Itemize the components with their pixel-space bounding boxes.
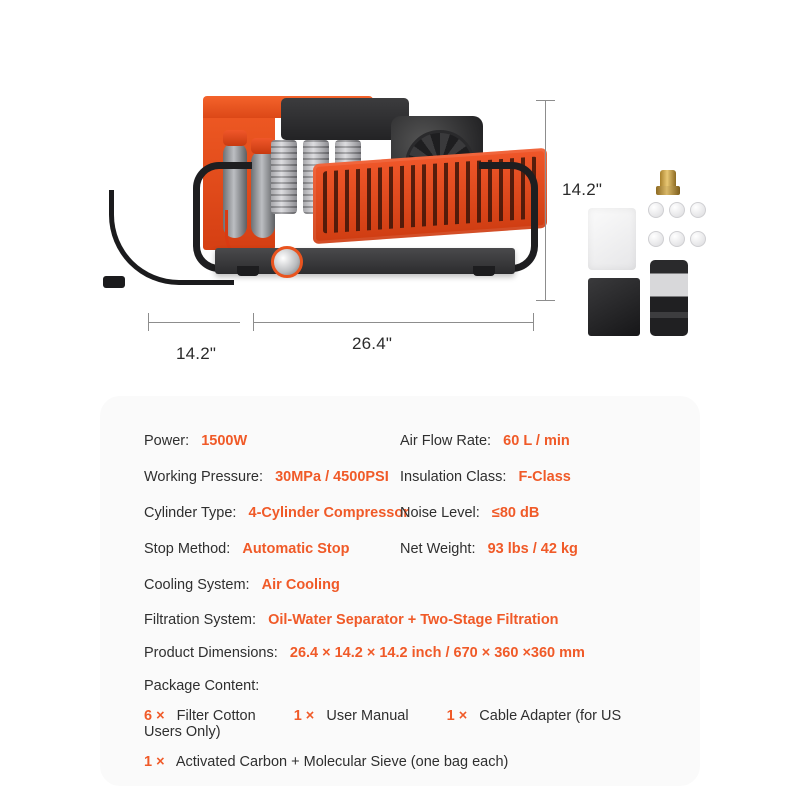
dimension-label-width: 26.4" <box>352 334 393 353</box>
package-content-line-2 <box>144 754 656 770</box>
spec-value: ≤80 dB <box>491 505 540 521</box>
package-content-line-1 <box>144 708 656 740</box>
spec-item-stop-method <box>144 540 400 559</box>
dimension-label-depth: 14.2" <box>176 344 217 363</box>
spec-row <box>144 504 656 523</box>
package-item: Cable Adapter (for US Users Only) <box>144 708 622 740</box>
dimension-tick-b <box>253 313 254 331</box>
spec-label: Net Weight: <box>400 541 476 557</box>
filter-cotton-disc <box>669 231 685 247</box>
cylinder-fins-1 <box>271 140 297 214</box>
dimension-tick-a <box>148 313 149 331</box>
base-frame <box>215 248 515 274</box>
package-item: Filter Cotton <box>176 708 256 724</box>
spec-label: Air Flow Rate: <box>400 433 492 449</box>
filter-cotton-disc <box>669 202 685 218</box>
spec-value: 1500W <box>201 433 248 449</box>
dimension-line-depth <box>148 322 240 323</box>
spec-value: Oil-Water Separator + Two-Stage Filtration <box>268 612 559 628</box>
specification-card <box>100 396 700 786</box>
package-qty: 1 × <box>144 754 165 770</box>
separator-filter-ring <box>650 312 688 318</box>
dimension-line-width <box>253 322 533 323</box>
spec-label: Cooling System: <box>144 577 250 593</box>
spec-label: Stop Method: <box>144 541 231 557</box>
product-hero-area <box>0 0 800 386</box>
package-content-title: Package Content: <box>144 678 260 694</box>
dimension-line-height <box>545 100 546 300</box>
carbon-sieve-bag <box>588 278 640 336</box>
spec-value: 60 L / min <box>503 433 570 449</box>
spec-item-power <box>144 432 400 451</box>
pressure-gauge <box>271 246 303 278</box>
spec-label: Product Dimensions: <box>144 645 278 661</box>
spec-item-cooling-system <box>144 576 400 595</box>
spec-value: 93 lbs / 42 kg <box>487 541 578 557</box>
spec-value: 4-Cylinder Compressor <box>248 505 409 521</box>
spec-item-cylinder-type <box>144 504 409 523</box>
filter-cotton-disc <box>690 231 706 247</box>
spec-label: Noise Level: <box>400 505 480 521</box>
spec-row <box>144 468 656 487</box>
base-foot-left <box>237 266 259 276</box>
accessories-group <box>588 170 708 350</box>
spec-label: Cylinder Type: <box>144 505 237 521</box>
spec-label: Filtration System: <box>144 612 256 628</box>
spec-value: F-Class <box>518 469 571 485</box>
spec-label: Working Pressure: <box>144 469 263 485</box>
package-item: Activated Carbon + Molecular Sieve (one bag each) <box>175 754 509 770</box>
spec-row <box>144 540 656 559</box>
filter-cotton-disc <box>648 202 664 218</box>
spec-item-noise-level <box>400 504 656 523</box>
spec-value: Automatic Stop <box>242 541 350 557</box>
spec-item-product-dimensions <box>144 645 656 661</box>
brass-adapter <box>660 170 676 194</box>
filter-cotton-discs <box>648 202 700 254</box>
dimension-label-height: 14.2" <box>562 180 603 199</box>
base-foot-right <box>473 266 495 276</box>
spec-item-air-flow-rate <box>400 432 656 451</box>
dimension-tick-bottom <box>536 300 555 301</box>
spec-value: Air Cooling <box>261 577 340 593</box>
spec-label: Insulation Class: <box>400 469 507 485</box>
spec-item-filtration-system <box>144 612 656 628</box>
compressor-head <box>281 98 409 140</box>
spec-item-insulation-class <box>400 468 656 487</box>
package-qty: 1 × <box>293 708 315 724</box>
spec-row <box>144 576 656 595</box>
package-item: User Manual <box>326 708 409 724</box>
spec-row-spacer <box>400 576 656 595</box>
package-qty: 1 × <box>446 708 468 724</box>
spec-item-net-weight <box>400 540 656 559</box>
separator-filter-unit <box>650 260 688 336</box>
product-illustration <box>75 70 545 320</box>
hose-fitting <box>103 276 125 288</box>
filter-cotton-sheet <box>588 208 636 270</box>
spec-value: 26.4 × 14.2 × 14.2 inch / 670 × 360 ×360 mm <box>289 645 585 661</box>
filter-tank-cap-left <box>223 130 247 146</box>
spec-item-working-pressure <box>144 468 400 487</box>
spec-label: Power: <box>144 433 190 449</box>
spec-value: 30MPa / 4500PSI <box>275 469 389 485</box>
dimension-tick-c <box>533 313 534 331</box>
filter-cotton-disc <box>648 231 664 247</box>
filter-cotton-disc <box>690 202 706 218</box>
spec-row <box>144 432 656 451</box>
package-qty: 6 × <box>144 708 165 724</box>
